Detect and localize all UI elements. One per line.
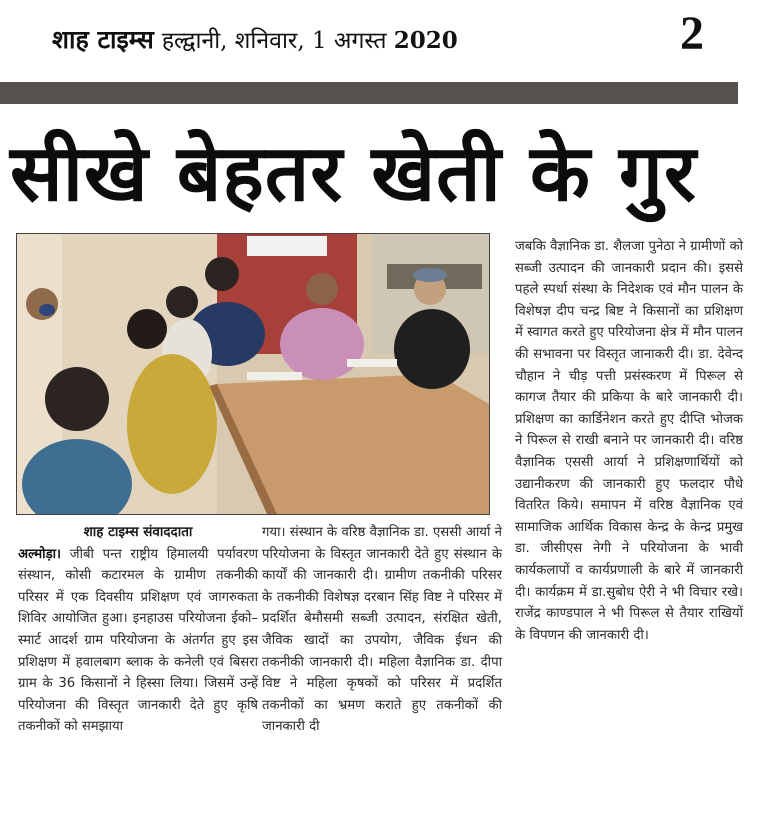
photo-person-cap [413, 268, 447, 282]
dateline-weekday: शनिवार [234, 28, 298, 54]
photo-person-yellow-dress [127, 354, 217, 494]
article-byline: शाह टाइम्स संवाददाता [83, 524, 193, 540]
dateline [162, 23, 458, 55]
dateline-separator: , [297, 28, 312, 54]
dateline-separator: , [220, 28, 235, 54]
dateline-year: 2020 [393, 27, 458, 54]
photo-person-head [45, 367, 109, 431]
article-column-2 [262, 522, 502, 738]
article-column-3 [515, 236, 743, 646]
photo-person-black-shirt [394, 309, 470, 389]
article-text: जबकि वैज्ञानिक डा. शैलजा पुनेठा ने ग्रामीणों को सब्जी उत्पादन की जानकारी प्रदान की। इससे पहले स्पर्धा संस्था के निदेशक एवं मौन पालन के विशेषज्ञ दीप चन्द्र बिष्ट ने किसानों का प्रशिक्षण में स्वागत करते हुए परियोजना क्षेत्र में मौन पालन की सभावना पर विस्तृत जानाकरी दी। डा. देवेन्द चौहान ने चीड़ पत्ती प्रसंस्करण में पिरूल से कागज तैयार की प्रकिया के बारे जानकारी दी। प्रशिक्षण का कार्डिनेशन करते हुए दीप्ति भोजक ने पिरूल से राखी बनाने पर जानकारी दी। वरिष्ठ वैज्ञानिक एससी आर्या ने प्रशिक्षणार्थियों को उद्यानीकरण की जानकारी हुए फलदार पौधे वितरित किये। समापन में वरिष्ठ वैज्ञानिक एवं सामाजिक आर्थिक विकास केन्द्र के केन्द्र प्रमुख डा. जीसीएस नेगी ने परियोजना के भावी कार्यकलापों व कार्यप्रणाली के बारे में जानकारी दी। कार्यक्रम में डा.सुबोध ऐरी ने भी विचार रखे। राजेंद्र काण्डपाल ने भी पिरूल से तैयार राखियों के विपणन की जानकारी दी। [515, 239, 743, 643]
article-photo [16, 233, 490, 515]
photo-person-pink-shirt [280, 308, 364, 380]
article-text: जीबी पन्त राष्ट्रीय हिमालयी पर्यावरण संस्थान, कोसी कटारमल के ग्रामीण तकनीकी परिसर में एक दिवसीय प्रशिक्षण एवं जागरुकता शिविर आयोजित हुआ। इनहाउस परियोजना ईको–स्मार्ट आदर्श ग्राम परियोजना के अंतर्गत हुए इस प्रशिक्षण में हवालबाग ब्लाक के कनेली एवं बिसरा ग्राम के 36 किसानों ने हिस्सा लिया। जिसमें उन्हें परियोजना की विस्तृत जानकारी देते हुए कृषि तकनीकों को समझाया [18, 546, 258, 735]
page-number: 2 [680, 7, 704, 60]
dateline-date: 1 अगस्त [311, 28, 387, 54]
meeting-photo-illustration [17, 234, 489, 514]
masthead [52, 22, 458, 68]
photo-whiteboard [247, 236, 327, 256]
photo-person-head [205, 257, 239, 291]
article-headline: सीखे बेहतर खेती के गुर [10, 129, 697, 219]
photo-person-head [26, 288, 58, 320]
newspaper-name: शाह टाइम्स [52, 25, 154, 54]
photo-person-blue-mask [39, 304, 55, 316]
photo-person-head [166, 286, 198, 318]
photo-papers [247, 372, 302, 380]
dateline-city: हल्द्वानी [161, 28, 221, 54]
photo-papers [347, 359, 397, 367]
photo-person-head [127, 309, 167, 349]
photo-person-head [306, 273, 338, 305]
article-paragraph [18, 544, 258, 738]
article-text: गया। संस्थान के वरिष्ठ वैज्ञानिक डा. एससी आर्या ने परियोजना के विस्तृत जानकारी देते हुए संस्थान के कार्यों की जानकारी दी। ग्रामीण तकनीकी परिसर के तकनीकी विशेषज्ञ दरबान सिंह विष्ट ने परिसर में प्रदर्शित बेमौसमी सब्जी उत्पादन, संरक्षित खेती, जैविक खादों का उपयोग, जैविक ईधन की तकनीकी जानकारी दी। महिला वैज्ञानिक डा. दीपा विष्ट ने महिला कृषकों को परिसर में प्रदर्शित तकनीकों का भ्रमण कराते हुए तकनीकों की जानकारी दी [262, 525, 502, 735]
article-dateline-place: अल्मोड़ा। [18, 546, 62, 562]
header-rule-bar [0, 82, 738, 104]
article-column-1 [18, 522, 258, 738]
